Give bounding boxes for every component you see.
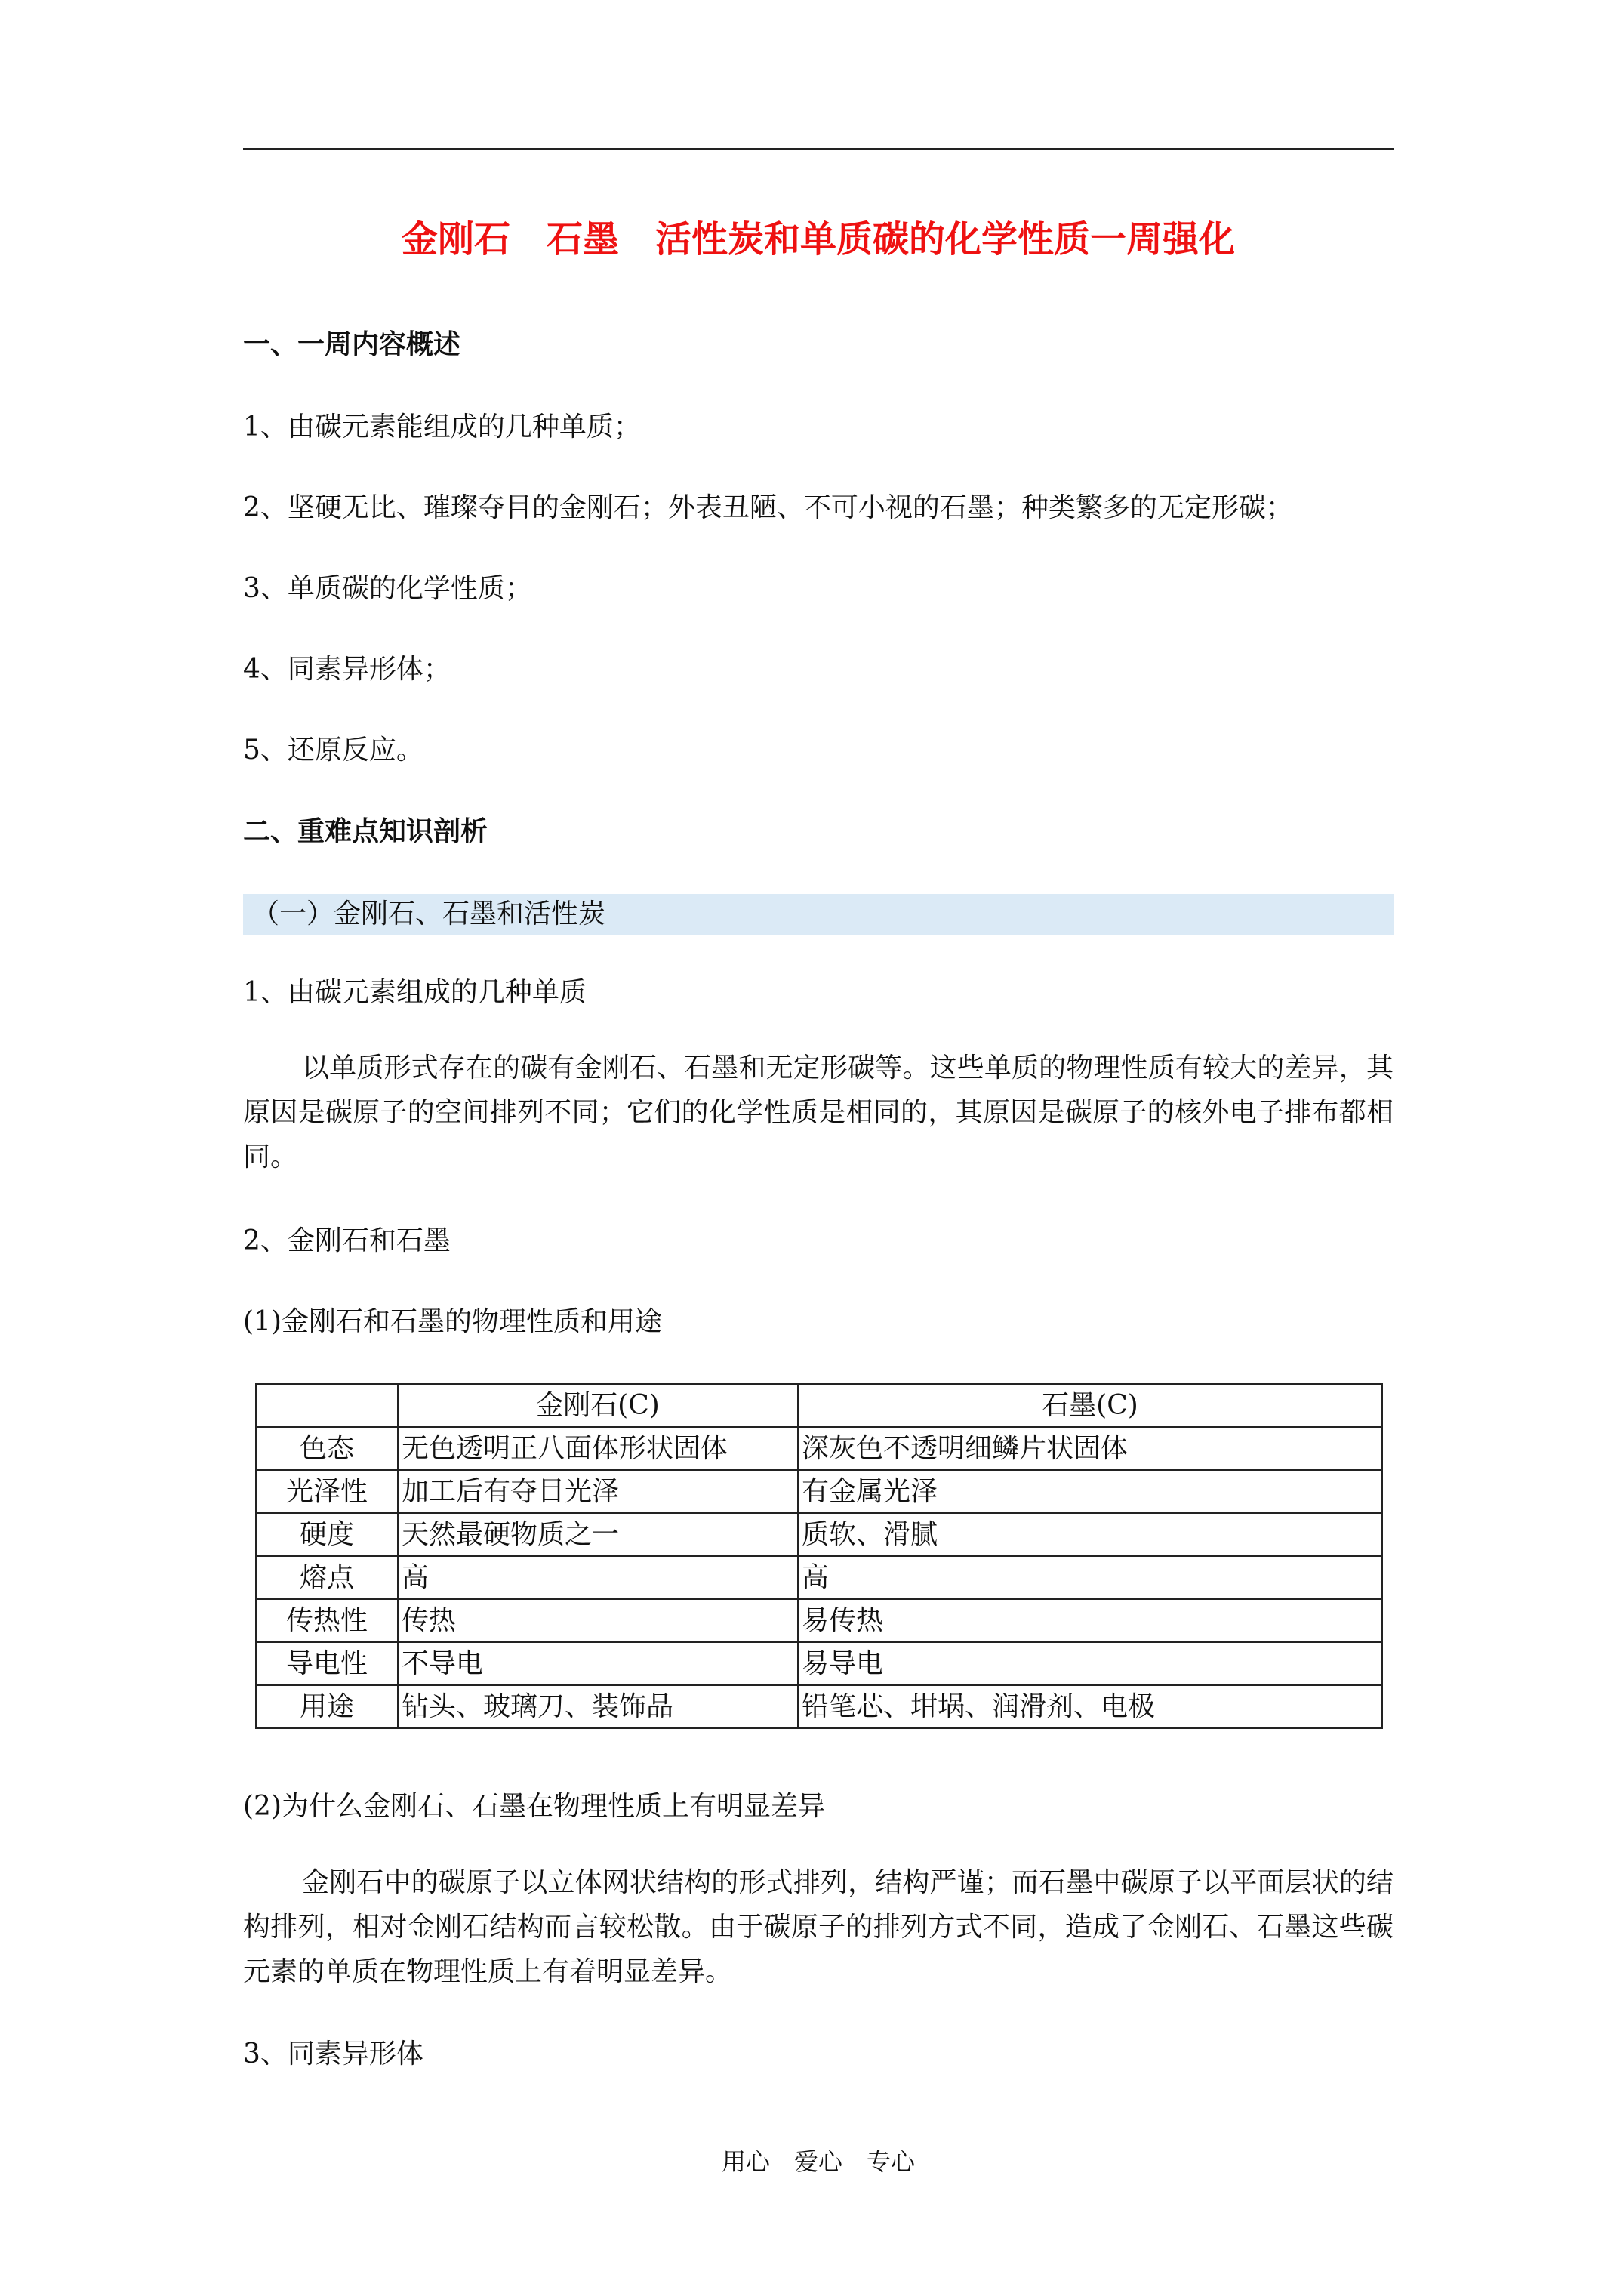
properties-table [255, 1383, 1383, 1729]
page-footer: 用心 爱心 专心 [721, 2147, 915, 2176]
table-cell: 无色透明正八面体形状固体 [398, 1427, 798, 1470]
overview-item-5: 5、还原反应。 [243, 735, 423, 766]
section1-heading: 一、一周内容概述 [243, 328, 461, 360]
point1-heading: 1、由碳元素组成的几种单质 [243, 977, 587, 1008]
table-header-cell: 石墨(C) [798, 1384, 1382, 1427]
point1-paragraph: 以单质形式存在的碳有金刚石、石墨和无定形碳等。这些单质的物理性质有较大的差异，其原因是碳原子的空间排列不同；它们的化学性质是相同的，其原因是碳原子的核外电子排布都相同。 [243, 1052, 1394, 1173]
table-row [256, 1685, 1382, 1728]
subsection1-heading: （一）金刚石、石墨和活性炭 [252, 898, 606, 929]
page-title: 金刚石 石墨 活性炭和单质碳的化学性质一周强化 [401, 218, 1235, 260]
point3-heading: 3、同素异形体 [243, 2039, 423, 2069]
table-row [256, 1556, 1382, 1599]
table-cell: 传热性 [256, 1599, 398, 1642]
table-cell: 不导电 [398, 1642, 798, 1685]
subsection-banner [243, 894, 1394, 935]
table-cell: 易导电 [798, 1642, 1382, 1685]
table-cell: 高 [798, 1556, 1382, 1599]
table-row [256, 1470, 1382, 1513]
table-cell: 高 [398, 1556, 798, 1599]
table-cell: 铅笔芯、坩埚、润滑剂、电极 [798, 1685, 1382, 1728]
overview-item-2: 2、坚硬无比、璀璨夺目的金刚石；外表丑陋、不可小视的石墨；种类繁多的无定形碳； [243, 492, 1293, 523]
table-cell: 光泽性 [256, 1470, 398, 1513]
table-row [256, 1642, 1382, 1685]
table-cell: 导电性 [256, 1642, 398, 1685]
table-cell: 钻头、玻璃刀、装饰品 [398, 1685, 798, 1728]
table-row [256, 1427, 1382, 1470]
table-cell: 熔点 [256, 1556, 398, 1599]
overview-item-3: 3、单质碳的化学性质； [243, 573, 532, 604]
point2-sub2-paragraph: 金刚石中的碳原子以立体网状结构的形式排列，结构严谨；而石墨中碳原子以平面层状的结构排列，相对金刚石结构而言较松散。由于碳原子的排列方式不同，造成了金刚石、石墨这些碳元素的单质在物理性质上有着明显差异。 [243, 1867, 1394, 1987]
point2-heading: 2、金刚石和石墨 [243, 1225, 451, 1256]
header-rule [243, 148, 1394, 150]
point2-sub1: (1)金刚石和石墨的物理性质和用途 [243, 1306, 662, 1337]
table-cell: 传热 [398, 1599, 798, 1642]
table-cell: 易传热 [798, 1599, 1382, 1642]
table-cell: 硬度 [256, 1513, 398, 1556]
section2-heading: 二、重难点知识剖析 [243, 815, 488, 847]
table-header-row [256, 1384, 1382, 1427]
overview-item-4: 4、同素异形体； [243, 654, 451, 685]
table-header-cell [256, 1384, 398, 1427]
table-row [256, 1599, 1382, 1642]
table-cell: 加工后有夺目光泽 [398, 1470, 798, 1513]
table-cell: 质软、滑腻 [798, 1513, 1382, 1556]
point2-sub2: (2)为什么金刚石、石墨在物理性质上有明显差异 [243, 1791, 825, 1822]
table-cell: 有金属光泽 [798, 1470, 1382, 1513]
table-cell: 天然最硬物质之一 [398, 1513, 798, 1556]
table-header-cell: 金刚石(C) [398, 1384, 798, 1427]
table-cell: 色态 [256, 1427, 398, 1470]
table-cell: 用途 [256, 1685, 398, 1728]
overview-item-1: 1、由碳元素能组成的几种单质； [243, 411, 641, 442]
table-row [256, 1513, 1382, 1556]
table-cell: 深灰色不透明细鳞片状固体 [798, 1427, 1382, 1470]
